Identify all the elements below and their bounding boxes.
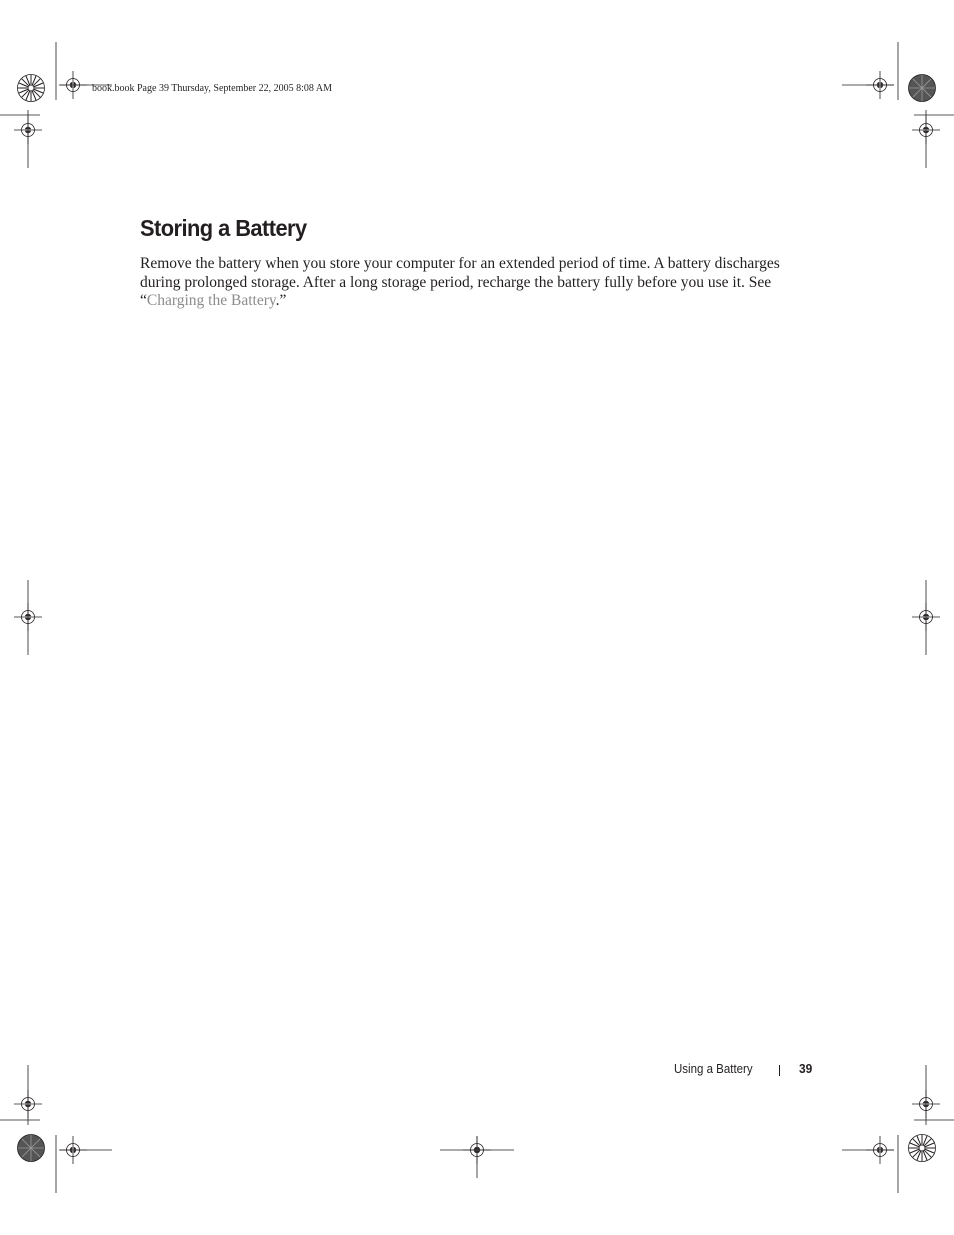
- footer-separator: [779, 1065, 780, 1076]
- section-title: Storing a Battery: [140, 215, 307, 241]
- body-paragraph: [140, 255, 820, 311]
- print-slug: book.book Page 39 Thursday, September 22, 2005 8:08 AM: [92, 83, 332, 94]
- footer-section-name: Using a Battery: [674, 1062, 753, 1076]
- charging-the-battery-link[interactable]: Charging the Battery: [146, 292, 276, 309]
- paragraph-text-after-link: .”: [275, 292, 287, 309]
- page-number: 39: [799, 1061, 813, 1076]
- paragraph-text-before-link: Remove the battery when you store your computer for an extended period of time. A battery discharges during prolonged storage. After a long storage period, recharge the battery fully before you use it. See “: [140, 255, 780, 309]
